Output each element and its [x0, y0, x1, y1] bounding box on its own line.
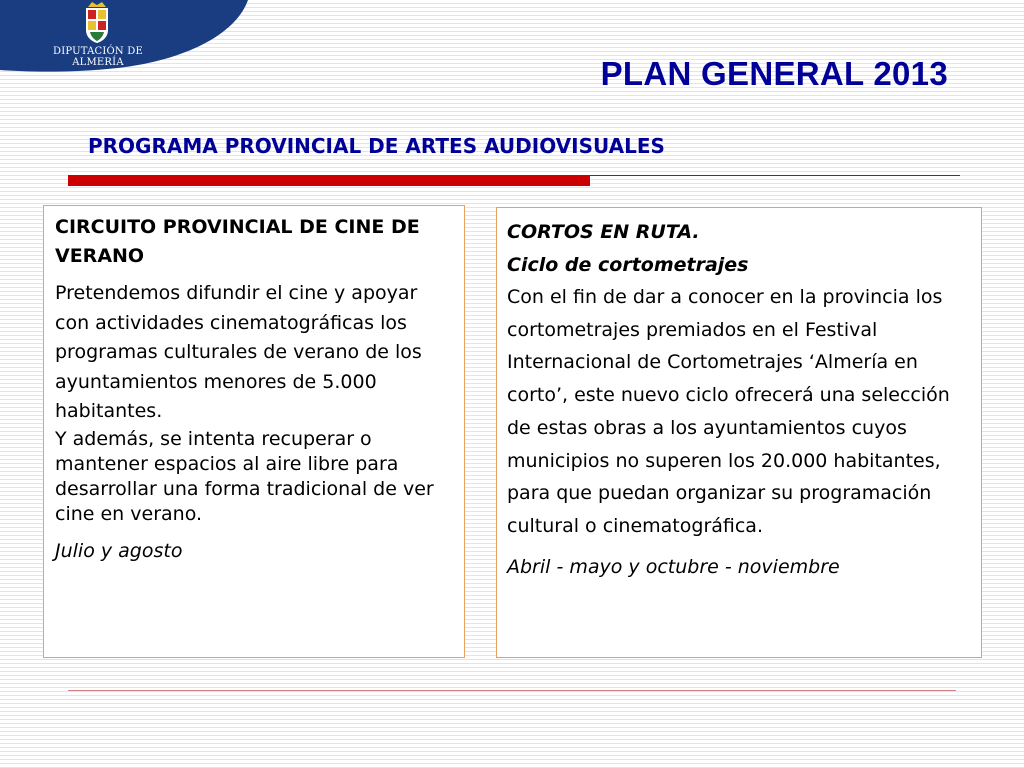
page-title: PLAN GENERAL 2013	[600, 55, 948, 92]
page-subtitle: PROGRAMA PROVINCIAL DE ARTES AUDIOVISUALES	[88, 134, 665, 158]
short-films-description: Con el fin de dar a conocer en la provincia los cortometrajes premiados en el Festival Internacional de Cortometrajes ‘Almería en corto’, este nuevo ciclo ofrecerá una selección de estas obras a los ayuntamientos cuyos municipios no superen los 20.000 habitantes, para que puedan organizar su programación cultural o cinematográfica.	[507, 286, 950, 537]
short-films-card	[496, 207, 982, 658]
header-divider-thick	[68, 176, 590, 186]
summer-cinema-card	[43, 205, 465, 658]
footer-divider	[68, 690, 956, 691]
logo-text: DIPUTACIÓN DE ALMERÍA	[53, 46, 143, 68]
summer-cinema-heading: CIRCUITO PROVINCIAL DE CINE DE VERANO	[55, 216, 420, 267]
summer-cinema-period: Julio y agosto	[55, 539, 183, 562]
summer-cinema-description: Pretendemos difundir el cine y apoyar con actividades cinematográficas los programas culturales de verano de los ayuntamientos menores de 5.000 habitantes.	[55, 282, 422, 422]
short-films-period: Abril - mayo y octubre - noviembre	[507, 555, 840, 578]
summer-cinema-description-extra: Y además, se intenta recuperar o mantener espacios al aire libre para desarrollar una forma tradicional de ver cine en verano.	[55, 427, 434, 525]
short-films-heading: CORTOS EN RUTA.	[507, 221, 700, 243]
coat-of-arms-icon	[86, 2, 108, 43]
short-films-subheading: Ciclo de cortometrajes	[507, 253, 749, 276]
institution-logo-banner	[0, 0, 250, 78]
